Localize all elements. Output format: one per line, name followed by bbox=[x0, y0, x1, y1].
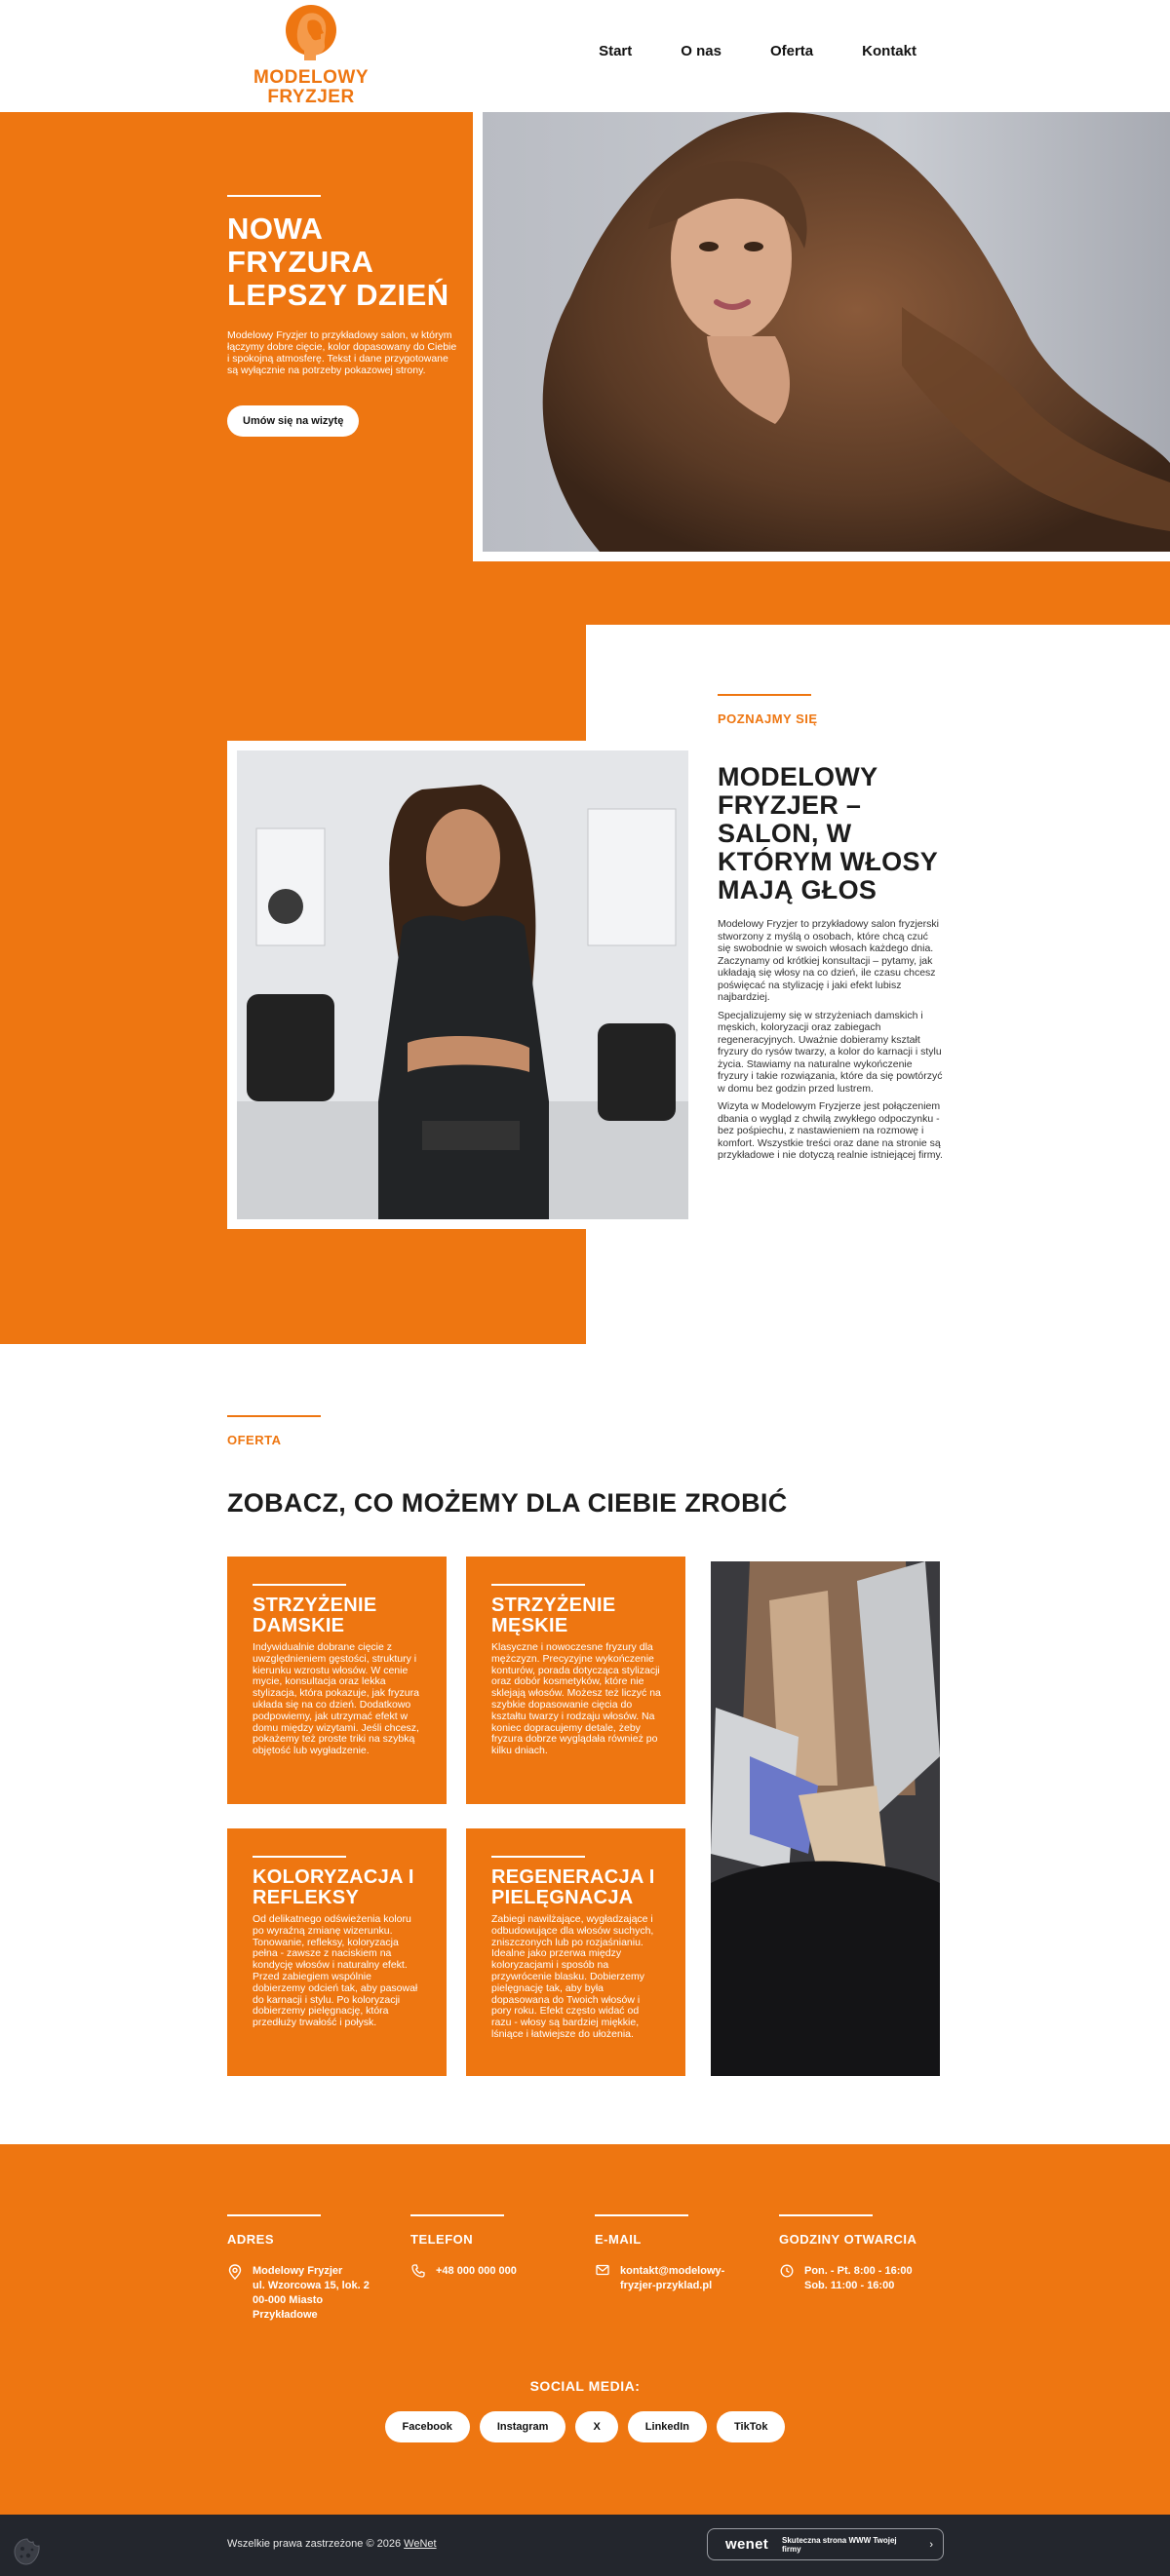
offer-card-coloring[interactable] bbox=[227, 1828, 447, 2076]
cookie-icon bbox=[12, 2536, 43, 2567]
card-title: STRZYŻENIE DAMSKIE bbox=[253, 1595, 377, 1636]
hair-coloring-photo bbox=[711, 1561, 940, 2076]
footer-accent-line bbox=[779, 2214, 873, 2216]
woman-wavy-hair-photo-icon bbox=[483, 112, 1170, 552]
nav-o-nas[interactable]: O nas bbox=[681, 43, 722, 59]
footer-address-text bbox=[253, 2264, 370, 2323]
card-title: REGENERACJA I PIELĘGNACJA bbox=[491, 1866, 655, 1908]
footer-email bbox=[595, 2214, 770, 2293]
social-media-links bbox=[0, 2411, 1170, 2442]
about-photo bbox=[237, 750, 688, 1219]
woman-head-logo-icon bbox=[285, 4, 337, 64]
footer-email-title: E-MAIL bbox=[595, 2232, 642, 2247]
offer-title: ZOBACZ, CO MOŻEMY DLA CIEBIE ZROBIĆ bbox=[227, 1488, 788, 1518]
location-pin-icon bbox=[227, 2264, 243, 2280]
footer-accent-line bbox=[410, 2214, 504, 2216]
nav-kontakt[interactable]: Kontakt bbox=[862, 43, 916, 59]
address-line: 00-000 Miasto bbox=[253, 2294, 324, 2306]
hero-photo bbox=[483, 112, 1170, 552]
footer-phone bbox=[410, 2214, 586, 2279]
about-accent-line bbox=[718, 694, 811, 696]
tiktok-button[interactable]: TikTok bbox=[717, 2411, 785, 2442]
nav-oferta[interactable]: Oferta bbox=[769, 43, 814, 59]
card-accent-line bbox=[253, 1856, 346, 1858]
email-line: fryzjer-przyklad.pl bbox=[620, 2280, 713, 2291]
social-media-label: SOCIAL MEDIA: bbox=[529, 2378, 641, 2394]
offer-card-women-haircut[interactable] bbox=[227, 1557, 447, 1804]
wenet-link[interactable]: WeNet bbox=[404, 2538, 437, 2550]
wenet-badge-text: Skuteczna strona WWW Twojej firmy bbox=[782, 2535, 897, 2554]
main-nav bbox=[599, 43, 916, 59]
hours-line: Pon. - Pt. 8:00 - 16:00 bbox=[804, 2265, 913, 2277]
copyright bbox=[227, 2538, 437, 2550]
card-text: Zabiegi nawilżające, wygładzające i odbudowujące dla włosów suchych, zniszczonych lub po rozjaśnianiu. Idealne jako przerwa między koloryzacjami i sposób na przywrócenie blasku. Dobierzemy pielęgnację tak, aby była dopasowana do Twoich włosów i pory roku. Efekt często widać od razu - włosy są bardziej miękkie, lśniące i łatwiejsze do ułożenia. bbox=[491, 1913, 654, 2040]
footer-address-title: ADRES bbox=[227, 2232, 275, 2247]
bottom-bar bbox=[0, 2515, 1170, 2576]
logo-text bbox=[250, 68, 372, 107]
site-header bbox=[0, 0, 1170, 112]
hair-foil-coloring-photo-icon bbox=[711, 1561, 940, 2076]
about-paragraph-3: Wizyta w Modelowym Fryzjerze jest połączeniem dbania o wygląd z chwilą zwykłego odpoczynku - bez pośpiechu, z nastawieniem na rozmowę i komfort. Wszystkie treści oraz dane na stronie są przykładowe i nie dotyczą realnie istniejącej firmy. bbox=[718, 1100, 943, 1161]
footer-hours-text bbox=[804, 2264, 913, 2293]
footer-hours bbox=[779, 2214, 955, 2293]
footer-phone-text[interactable]: +48 000 000 000 bbox=[436, 2265, 517, 2277]
wenet-logo: wenet bbox=[725, 2536, 769, 2553]
hairdresser-in-salon-photo-icon bbox=[237, 750, 688, 1219]
about-content bbox=[718, 694, 944, 1162]
address-line: ul. Wzorcowa 15, lok. 2 bbox=[253, 2280, 370, 2291]
card-accent-line bbox=[491, 1584, 585, 1586]
about-eyebrow: POZNAJMY SIĘ bbox=[718, 711, 818, 726]
offer-card-regeneration[interactable] bbox=[466, 1828, 685, 2076]
address-line: Przykładowe bbox=[253, 2309, 318, 2321]
wenet-badge[interactable] bbox=[707, 2528, 944, 2560]
about-paragraph-2: Specjalizujemy się w strzyżeniach damskich i męskich, koloryzacji oraz zabiegach regeneracyjnych. Uważnie dobieramy kształt fryzury do rysów twarzy, a kolor do karnacji i stylu życia. Stawiamy na naturalne wykończenie fryzury i takie rozwiązania, które da się powtórzyć w domu bez godzin przed lustrem. bbox=[718, 1009, 943, 1095]
offer-header bbox=[227, 1415, 788, 1519]
logo[interactable] bbox=[250, 4, 372, 109]
card-text: Indywidualnie dobrane cięcie z uwzględnieniem gęstości, struktury i kierunku wzrostu włosów. W cenie mycie, konsultacja oraz lekka stylizacja, która pokazuje, jak fryzura układa się na co dzień. Dodatkowo podpowiemy, jak utrzymać efekt w domu między wizytami. Jeśli chcesz, pokażemy też proste triki na szybką objętość lub wygładzenie. bbox=[253, 1641, 419, 1757]
about-paragraph-1: Modelowy Fryzjer to przykładowy salon fryzjerski stworzony z myślą o osobach, które chcą czuć się swobodnie w swoich włosach każdego dnia. Zaczynamy od krótkiej konsultacji – pytamy, jak układają się włosy na co dzień, ile czasu chcesz poświęcać na stylizację i jaki efekt lubisz najbardziej. bbox=[718, 918, 939, 1003]
site-footer bbox=[0, 2144, 1170, 2515]
hero-text: Modelowy Fryzjer to przykładowy salon, w którym łączymy dobre cięcie, kolor dopasowany do Ciebie i spokojną atmosferę. Tekst i dane przygotowane są wyłącznie na potrzeby pokazowej strony. bbox=[227, 329, 457, 376]
instagram-button[interactable]: Instagram bbox=[480, 2411, 566, 2442]
card-text: Od delikatnego odświeżenia koloru po wyraźną zmianę wizerunku. Tonowanie, refleksy, koloryzacja pełna - zawsze z naciskiem na kondycję włosów i naturalny efekt. Przed zabiegiem wspólnie dobierzemy odcień tak, aby pasował do karnacji i stylu. Po koloryzacji dobierzemy pielęgnację, która przedłuży trwałość i połysk. bbox=[253, 1913, 418, 2029]
card-accent-line bbox=[253, 1584, 346, 1586]
hero-accent-line bbox=[227, 195, 321, 197]
offer-accent-line bbox=[227, 1415, 321, 1417]
card-title: STRZYŻENIE MĘSKIE bbox=[491, 1595, 616, 1636]
email-line: kontakt@modelowy- bbox=[620, 2265, 725, 2277]
hours-line: Sob. 11:00 - 16:00 bbox=[804, 2280, 895, 2291]
envelope-icon bbox=[595, 2264, 610, 2276]
logo-line-1: MODELOWY bbox=[254, 67, 369, 88]
nav-start[interactable]: Start bbox=[599, 43, 633, 59]
book-visit-button[interactable]: Umów się na wizytę bbox=[227, 405, 359, 437]
clock-icon bbox=[779, 2264, 795, 2278]
offer-eyebrow: OFERTA bbox=[227, 1433, 282, 1447]
x-button[interactable]: X bbox=[575, 2411, 617, 2442]
phone-icon bbox=[410, 2264, 426, 2278]
card-accent-line bbox=[491, 1856, 585, 1858]
hero-content bbox=[227, 195, 461, 437]
cookie-settings-button[interactable] bbox=[12, 2536, 43, 2567]
hero-title: NOWA FRYZURA LEPSZY DZIEŃ bbox=[227, 211, 449, 312]
footer-hours-title: GODZINY OTWARCIA bbox=[779, 2232, 917, 2247]
facebook-button[interactable]: Facebook bbox=[385, 2411, 470, 2442]
footer-accent-line bbox=[227, 2214, 321, 2216]
copyright-text: Wszelkie prawa zastrzeżone © 2026 bbox=[227, 2538, 402, 2550]
linkedin-button[interactable]: LinkedIn bbox=[628, 2411, 707, 2442]
footer-address bbox=[227, 2214, 403, 2323]
card-text: Klasyczne i nowoczesne fryzury dla mężczyzn. Precyzyjne wykończenie konturów, porada dotycząca stylizacji oraz dobór kosmetyków, które nie sklejają włosów. Możesz też liczyć na szybkie dopasowanie cięcia do kształtu twarzy i rodzaju włosów. Na koniec dopracujemy detale, żeby fryzura dobrze wyglądała również po kilku dniach. bbox=[491, 1641, 661, 1757]
address-line: Modelowy Fryzjer bbox=[253, 2265, 343, 2277]
about-title: MODELOWY FRYZJER – SALON, W KTÓRYM WŁOSY MAJĄ GŁOS bbox=[718, 762, 938, 904]
footer-accent-line bbox=[595, 2214, 688, 2216]
chevron-right-icon: › bbox=[929, 2538, 933, 2551]
footer-phone-title: TELEFON bbox=[410, 2232, 474, 2247]
card-title: KOLORYZACJA I REFLEKSY bbox=[253, 1866, 414, 1908]
offer-card-men-haircut[interactable] bbox=[466, 1557, 685, 1804]
logo-line-2: FRYZJER bbox=[267, 87, 355, 107]
footer-email-text[interactable] bbox=[620, 2264, 724, 2293]
